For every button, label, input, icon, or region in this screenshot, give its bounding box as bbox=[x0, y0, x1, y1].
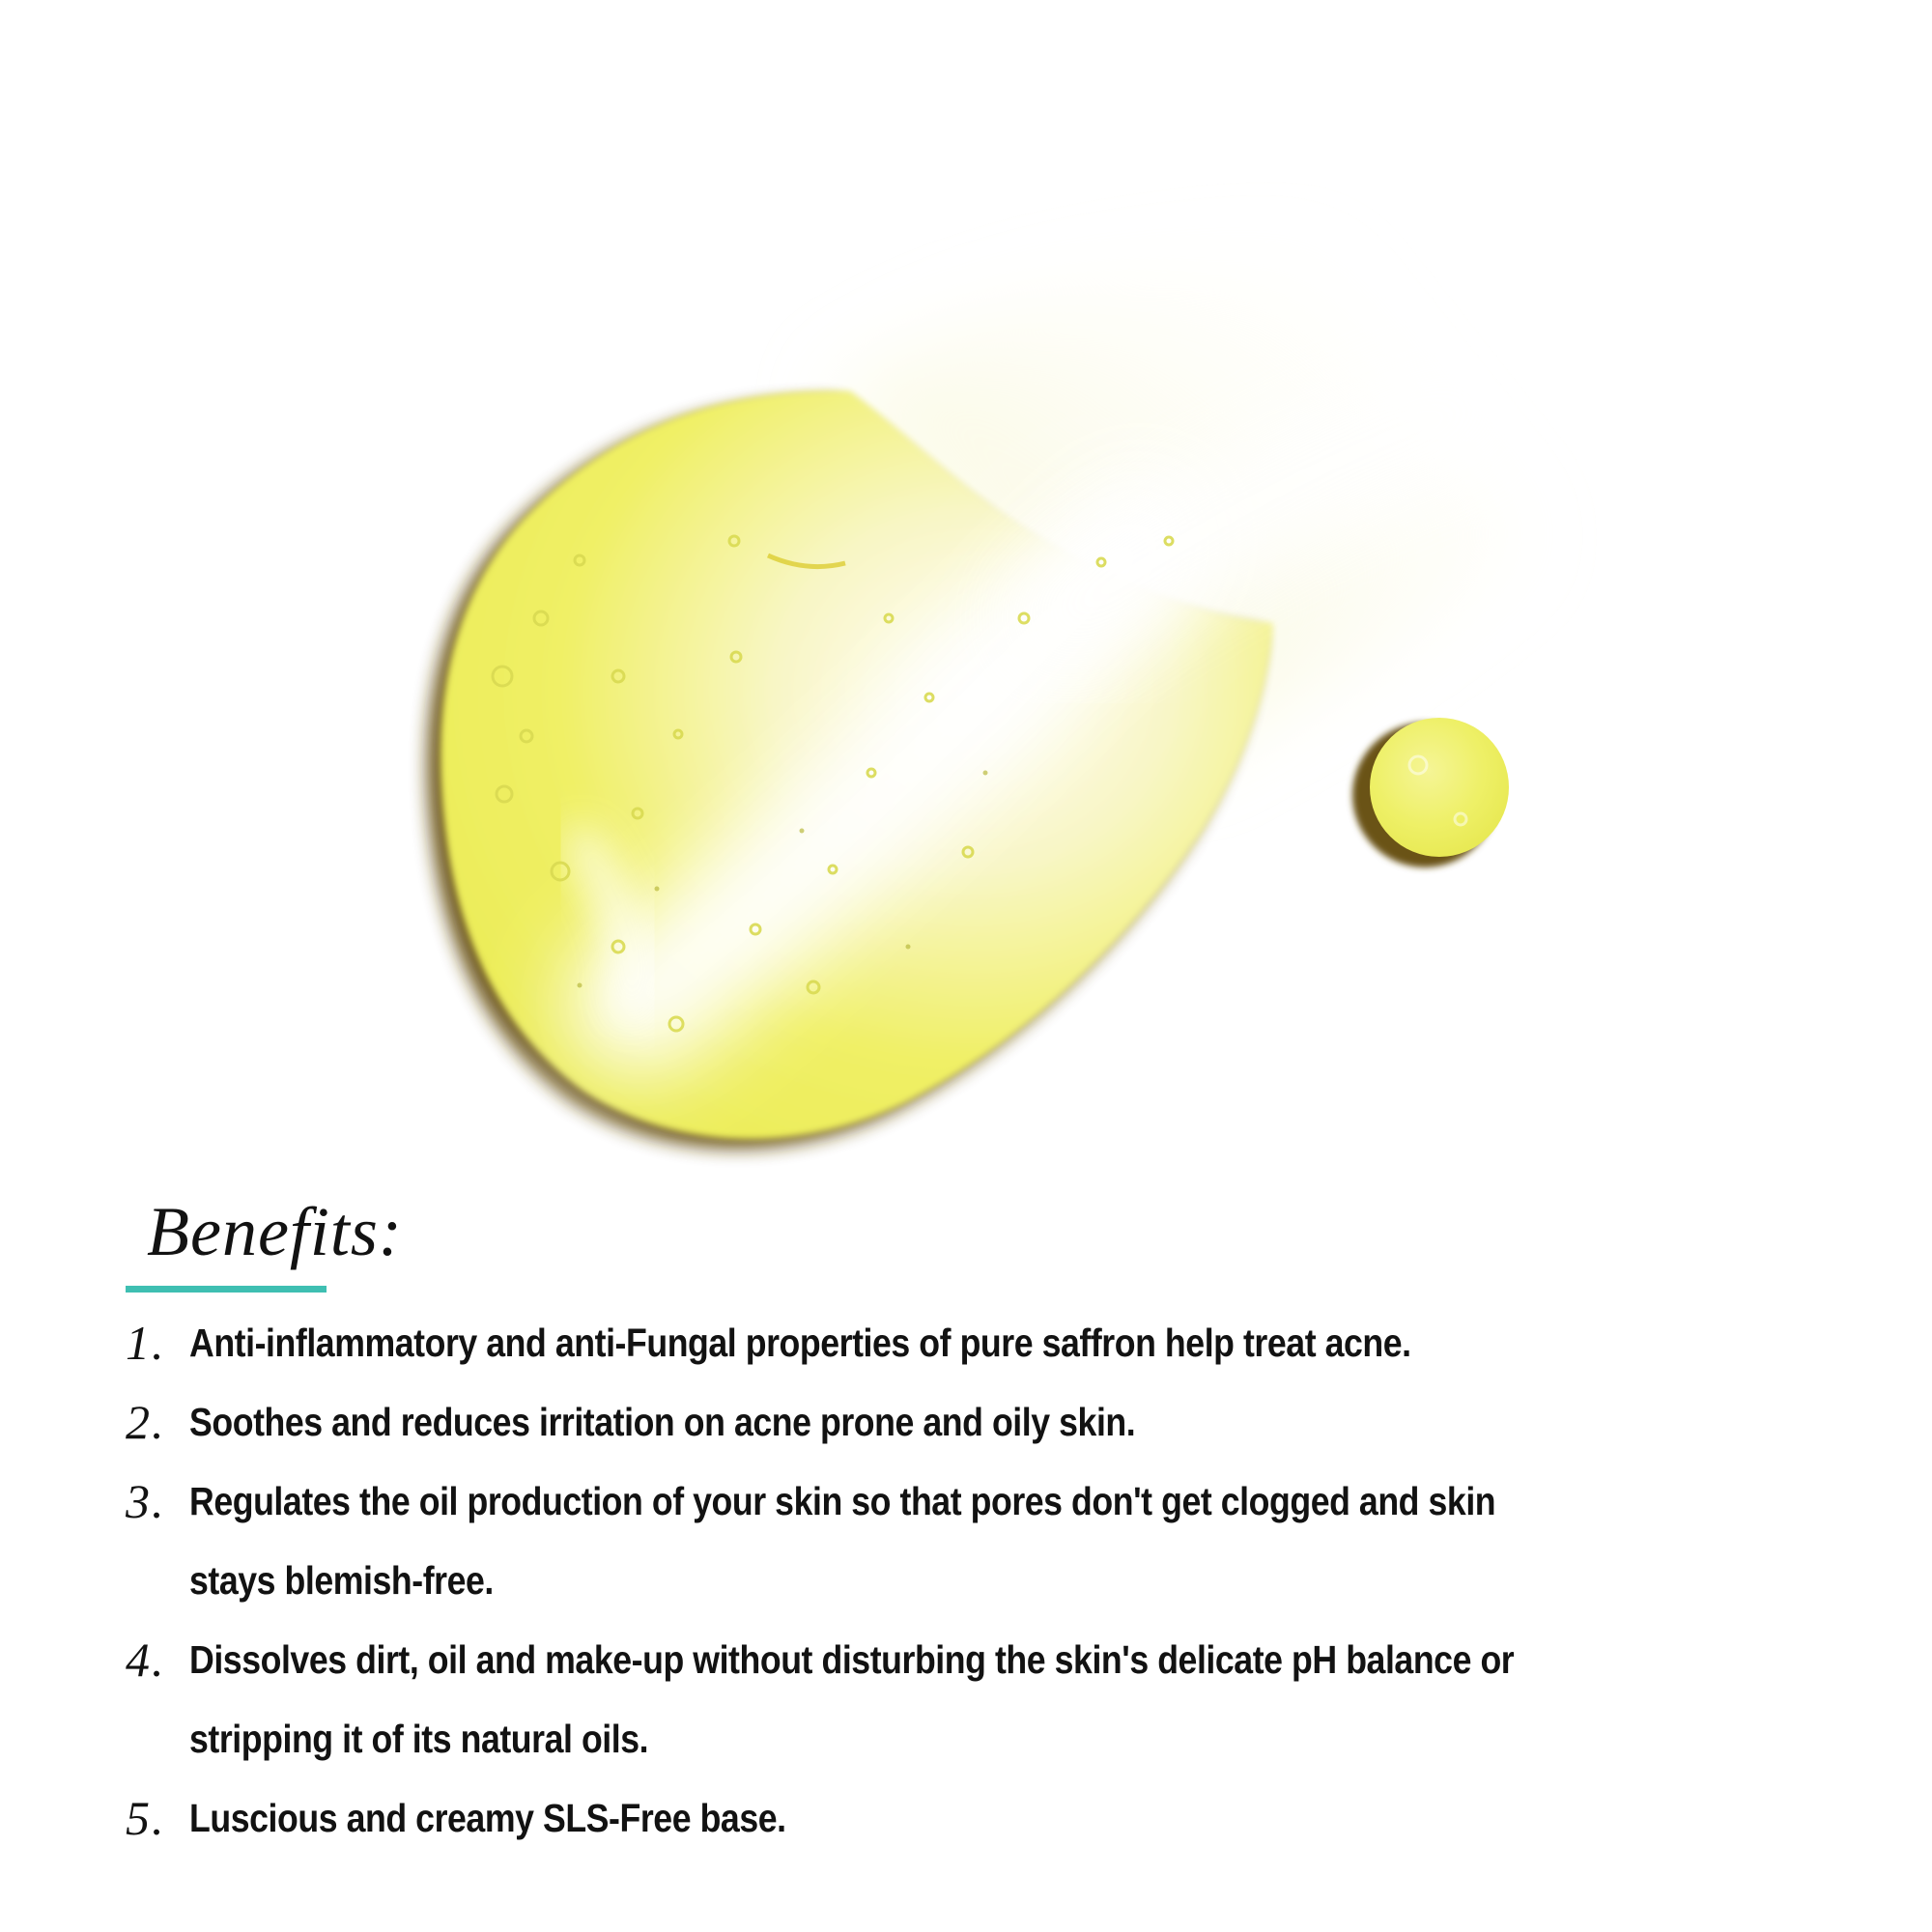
benefits-heading: Benefits: bbox=[147, 1193, 403, 1270]
benefit-number: 1. bbox=[126, 1316, 166, 1370]
benefit-text-line: stripping it of its natural oils. bbox=[189, 1717, 649, 1761]
benefit-item-4 bbox=[126, 1620, 1884, 1778]
benefit-item-2 bbox=[126, 1382, 1884, 1462]
benefit-number: 5. bbox=[126, 1791, 166, 1845]
benefit-text-line: stays blemish-free. bbox=[189, 1558, 494, 1603]
benefit-item-5 bbox=[126, 1778, 1884, 1858]
benefit-text-line: Regulates the oil production of your skin so that pores don't get clogged and skin bbox=[189, 1479, 1496, 1523]
benefit-number: 3. bbox=[126, 1474, 166, 1528]
benefit-item-1 bbox=[126, 1303, 1884, 1382]
benefits-list bbox=[126, 1303, 1884, 1858]
benefit-text-line: Soothes and reduces irritation on acne prone and oily skin. bbox=[189, 1400, 1136, 1444]
benefit-item-3 bbox=[126, 1462, 1884, 1620]
benefit-text-line: Dissolves dirt, oil and make-up without disturbing the skin's delicate pH balance or bbox=[189, 1637, 1515, 1682]
benefit-number: 4. bbox=[126, 1633, 166, 1687]
benefit-number: 2. bbox=[126, 1395, 166, 1449]
gel-smear bbox=[427, 261, 1526, 1149]
benefit-text-line: Luscious and creamy SLS-Free base. bbox=[189, 1796, 786, 1840]
gel-droplet bbox=[1352, 718, 1509, 867]
heading-underline bbox=[126, 1286, 327, 1293]
benefit-text-line: Anti-inflammatory and anti-Fungal properties of pure saffron help treat acne. bbox=[189, 1321, 1411, 1365]
